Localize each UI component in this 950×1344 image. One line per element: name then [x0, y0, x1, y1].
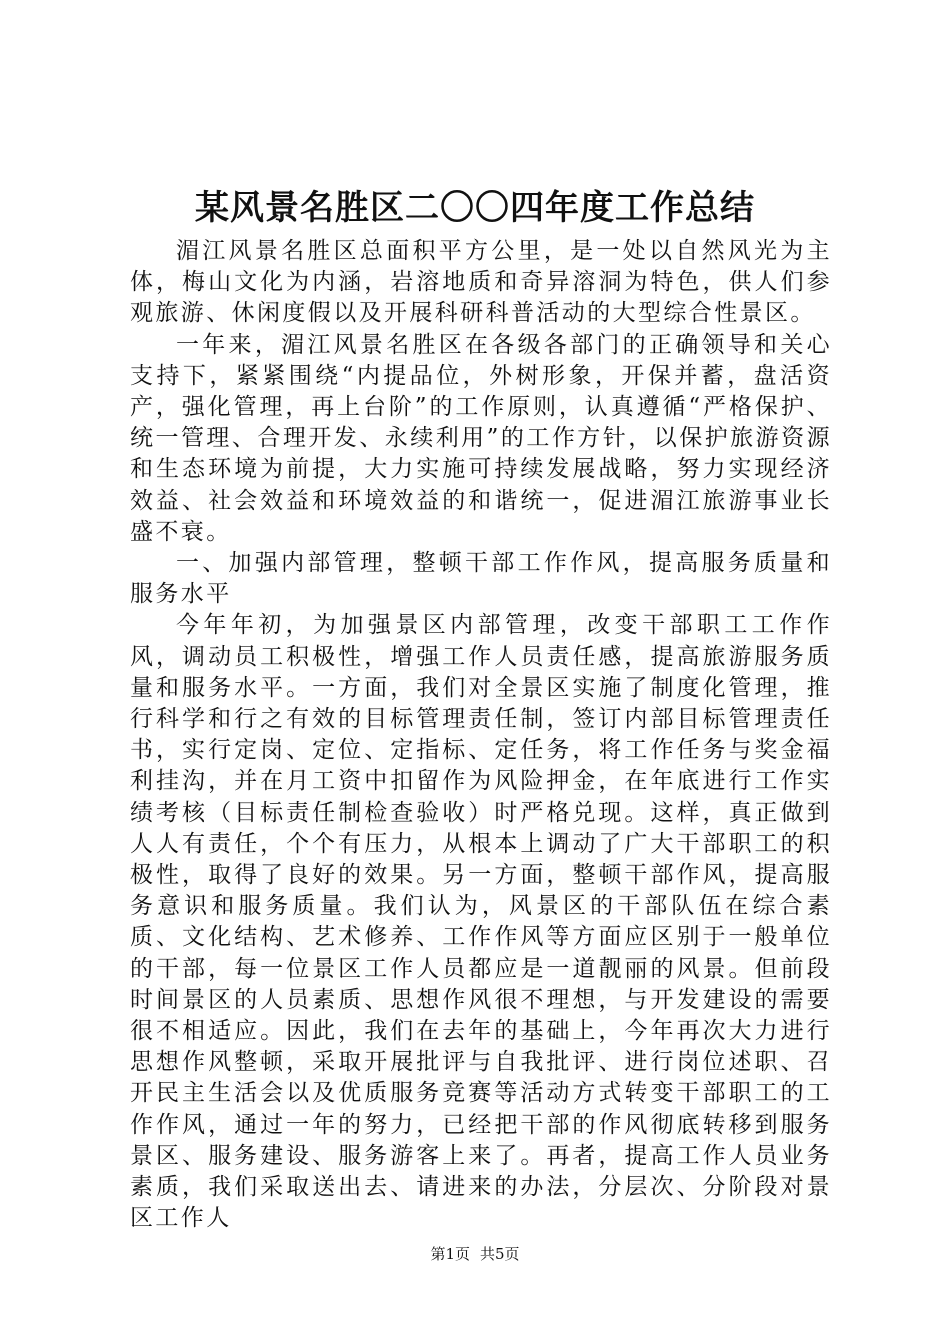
- paragraph-intro: 湄江风景名胜区总面积平方公里，是一处以自然风光为主体，梅山文化为内涵，岩溶地质和奇异溶洞为特色，供人们参观旅游、休闲度假以及开展科研科普活动的大型综合性景区。: [130, 238, 832, 327]
- paragraph-management: 今年年初，为加强景区内部管理，改变干部职工工作作风，调动员工积极性，增强工作人员责任感，提高旅游服务质量和服务水平。一方面，我们对全景区实施了制度化管理，推行科学和行之有效的目标管理责任制，签订内部目标管理责任书，实行定岗、定位、定指标、定任务，将工作任务与奖金福利挂沟，并在月工资中扣留作为风险押金，在年底进行工作实绩考核（目标责任制检查验收）时严格兑现。这样，真正做到人人有责任，个个有压力，从根本上调动了广大干部职工的积极性，取得了良好的效果。另一方面，整顿干部作风，提高服务意识和服务质量。我们认为，风景区的干部队伍在综合素质、文化结构、艺术修养、工作作风等方面应区别于一般单位的干部，每一位景区工作人员都应是一道靓丽的风景。但前段时间景区的人员素质、思想作风很不理想，与开发建设的需要很不相适应。因此，我们在去年的基础上，今年再次大力进行思想作风整顿，采取开展批评与自我批评、进行岗位述职、召开民主生活会以及优质服务竞赛等活动方式转变干部职工的工作作风，通过一年的努力，已经把干部的作风彻底转移到服务景区、服务建设、服务游客上来了。再者，提高工作人员业务素质，我们采取送出去、请进来的办法，分层次、分阶段对景区工作人: [130, 612, 832, 1232]
- section-heading-1: 一、加强内部管理，整顿干部工作作风，提高服务质量和服务水平: [130, 550, 832, 608]
- paragraph-overview: 一年来，湄江风景名胜区在各级各部门的正确领导和关心支持下，紧紧围绕“内提品位，外树形象，开保并蓄，盘活资产，强化管理，再上台阶”的工作原则，认真遵循“严格保护、统一管理、合理开发、永续利用”的工作方针，以保护旅游资源和生态环境为前提，大力实施可持续发展战略，努力实现经济效益、社会效益和环境效益的和谐统一，促进湄江旅游事业长盛不衰。: [130, 331, 832, 545]
- page-footer: [0, 1244, 950, 1264]
- document-title: 某风景名胜区二〇〇四年度工作总结: [195, 188, 755, 228]
- page-number: 第1页: [430, 1245, 470, 1263]
- page-total: 共5页: [480, 1245, 520, 1263]
- document-body: [130, 236, 832, 1235]
